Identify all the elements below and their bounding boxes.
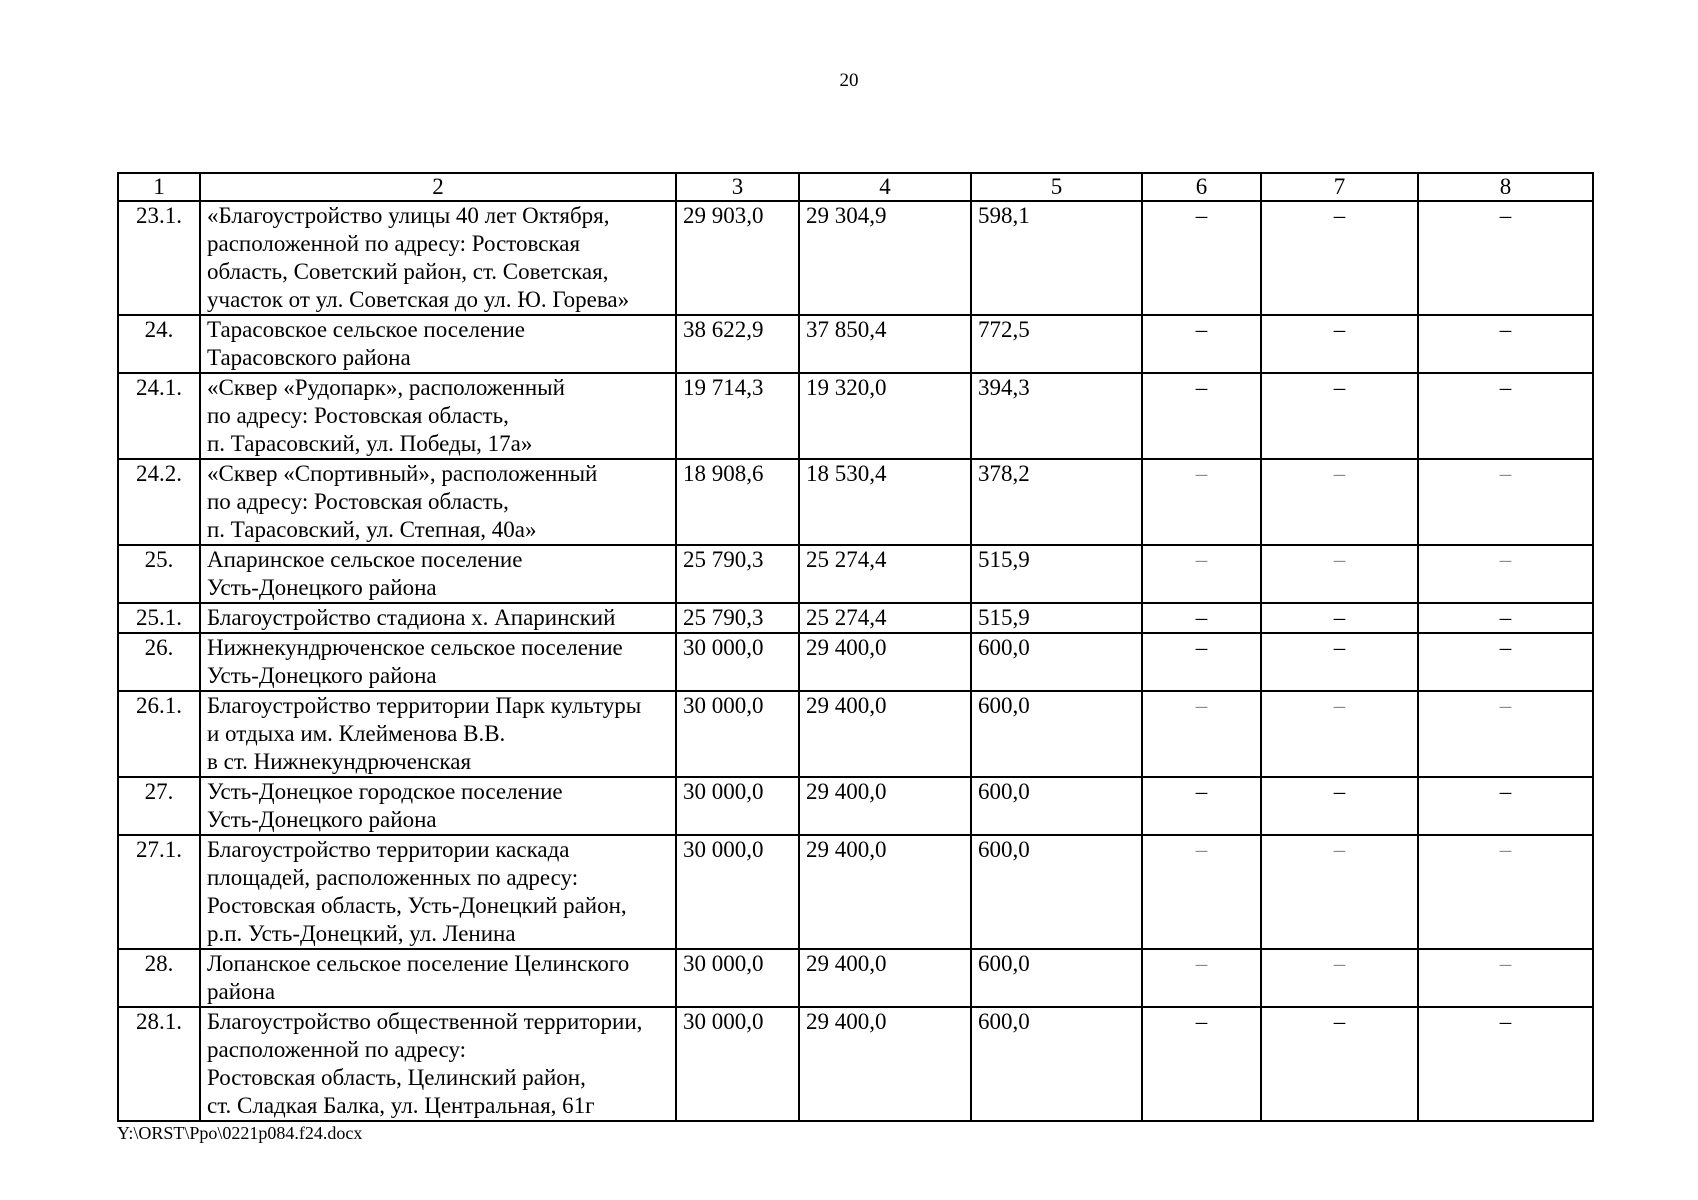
col6-value: –	[1142, 777, 1261, 835]
federal-value: 29 400,0	[799, 691, 971, 777]
row-name-line: область, Советский район, ст. Советская,	[207, 259, 609, 284]
col6-value: –	[1142, 949, 1261, 1007]
total-value: 30 000,0	[676, 1007, 799, 1121]
col8-value: –	[1418, 949, 1593, 1007]
row-name-line: р.п. Усть-Донецкий, ул. Ленина	[207, 921, 516, 946]
row-name	[200, 835, 676, 949]
row-number: 25.	[118, 545, 200, 603]
federal-value: 25 274,4	[799, 603, 971, 633]
regional-value: 600,0	[971, 949, 1142, 1007]
row-number: 28.1.	[118, 1007, 200, 1121]
row-name-line: «Сквер «Спортивный», расположенный	[207, 461, 598, 486]
row-name	[200, 201, 676, 315]
table-row	[118, 459, 1593, 545]
row-name-line: п. Тарасовский, ул. Победы, 17а»	[207, 431, 533, 456]
row-name-line: района	[207, 979, 276, 1004]
regional-value: 772,5	[971, 315, 1142, 373]
regional-value: 394,3	[971, 373, 1142, 459]
federal-value: 29 400,0	[799, 633, 971, 691]
page-number: 20	[839, 70, 859, 91]
regional-value: 598,1	[971, 201, 1142, 315]
row-name-line: Благоустройство территории Парк культуры	[207, 693, 642, 718]
row-name	[200, 459, 676, 545]
col7-value: –	[1261, 633, 1418, 691]
col6-value: –	[1142, 373, 1261, 459]
row-number: 24.	[118, 315, 200, 373]
row-name-line: Апаринское сельское поселение	[207, 547, 523, 572]
header-cell: 6	[1142, 173, 1261, 201]
federal-value: 29 400,0	[799, 1007, 971, 1121]
table-row	[118, 777, 1593, 835]
row-name	[200, 633, 676, 691]
table-row	[118, 633, 1593, 691]
row-number: 23.1.	[118, 201, 200, 315]
federal-value: 29 400,0	[799, 835, 971, 949]
header-cell: 7	[1261, 173, 1418, 201]
table-row	[118, 373, 1593, 459]
col8-value: –	[1418, 835, 1593, 949]
col6-value: –	[1142, 603, 1261, 633]
total-value: 30 000,0	[676, 691, 799, 777]
col8-value: –	[1418, 691, 1593, 777]
col6-value: –	[1142, 633, 1261, 691]
row-name	[200, 1007, 676, 1121]
total-value: 30 000,0	[676, 777, 799, 835]
table-row	[118, 545, 1593, 603]
federal-value: 18 530,4	[799, 459, 971, 545]
col7-value: –	[1261, 373, 1418, 459]
total-value: 30 000,0	[676, 633, 799, 691]
total-value: 29 903,0	[676, 201, 799, 315]
table-row	[118, 835, 1593, 949]
col8-value: –	[1418, 201, 1593, 315]
row-number: 26.	[118, 633, 200, 691]
file-path: Y:\ORST\Ppo\0221p084.f24.docx	[117, 1123, 363, 1143]
row-name-line: ст. Сладкая Балка, ул. Центральная, 61г	[207, 1093, 595, 1118]
col6-value: –	[1142, 545, 1261, 603]
budget-table	[117, 172, 1594, 1122]
row-name-line: расположенной по адресу:	[207, 1037, 467, 1062]
col8-value: –	[1418, 1007, 1593, 1121]
row-name-line: по адресу: Ростовская область,	[207, 403, 509, 428]
col8-value: –	[1418, 315, 1593, 373]
col8-value: –	[1418, 459, 1593, 545]
col7-value: –	[1261, 691, 1418, 777]
regional-value: 600,0	[971, 1007, 1142, 1121]
header-cell: 2	[200, 173, 676, 201]
row-number: 26.1.	[118, 691, 200, 777]
row-number: 25.1.	[118, 603, 200, 633]
col8-value: –	[1418, 603, 1593, 633]
col7-value: –	[1261, 459, 1418, 545]
row-number: 27.	[118, 777, 200, 835]
row-name-line: площадей, расположенных по адресу:	[207, 865, 579, 890]
row-name-line: Нижнекундрюченское сельское поселение	[207, 635, 623, 660]
regional-value: 600,0	[971, 835, 1142, 949]
col6-value: –	[1142, 1007, 1261, 1121]
row-name-line: в ст. Нижнекундрюченская	[207, 749, 472, 774]
regional-value: 515,9	[971, 545, 1142, 603]
total-value: 18 908,6	[676, 459, 799, 545]
col7-value: –	[1261, 201, 1418, 315]
col6-value: –	[1142, 691, 1261, 777]
row-name-line: по адресу: Ростовская область,	[207, 489, 509, 514]
col6-value: –	[1142, 201, 1261, 315]
col7-value: –	[1261, 777, 1418, 835]
col6-value: –	[1142, 459, 1261, 545]
row-name	[200, 545, 676, 603]
table-row	[118, 603, 1593, 633]
regional-value: 600,0	[971, 777, 1142, 835]
federal-value: 37 850,4	[799, 315, 971, 373]
table-row	[118, 315, 1593, 373]
row-name	[200, 603, 676, 633]
total-value: 25 790,3	[676, 545, 799, 603]
table-row	[118, 949, 1593, 1007]
regional-value: 600,0	[971, 691, 1142, 777]
regional-value: 600,0	[971, 633, 1142, 691]
row-name-line: Усть-Донецкого района	[207, 807, 437, 832]
regional-value: 515,9	[971, 603, 1142, 633]
federal-value: 29 400,0	[799, 949, 971, 1007]
col7-value: –	[1261, 545, 1418, 603]
total-value: 30 000,0	[676, 949, 799, 1007]
row-name-line: «Сквер «Рудопарк», расположенный	[207, 375, 565, 400]
row-name-line: Усть-Донецкое городское поселение	[207, 779, 563, 804]
col8-value: –	[1418, 633, 1593, 691]
header-cell: 1	[118, 173, 200, 201]
row-name-line: Благоустройство территории каскада	[207, 837, 570, 862]
row-number: 28.	[118, 949, 200, 1007]
row-name-line: Усть-Донецкого района	[207, 575, 437, 600]
row-name-line: «Благоустройство улицы 40 лет Октября,	[207, 203, 610, 228]
header-cell: 3	[676, 173, 799, 201]
row-name-line: Ростовская область, Целинский район,	[207, 1065, 586, 1090]
row-name-line: расположенной по адресу: Ростовская	[207, 231, 581, 256]
row-name-line: Благоустройство общественной территории,	[207, 1009, 643, 1034]
col8-value: –	[1418, 545, 1593, 603]
row-name-line: и отдыха им. Клейменова В.В.	[207, 721, 506, 746]
col8-value: –	[1418, 373, 1593, 459]
col7-value: –	[1261, 949, 1418, 1007]
row-name	[200, 373, 676, 459]
header-cell: 4	[799, 173, 971, 201]
table-row	[118, 201, 1593, 315]
row-name-line: Ростовская область, Усть-Донецкий район,	[207, 893, 627, 918]
row-number: 24.2.	[118, 459, 200, 545]
row-name	[200, 315, 676, 373]
row-name-line: Тарасовского района	[207, 345, 411, 370]
table-row	[118, 1007, 1593, 1121]
row-name-line: Лопанское сельское поселение Целинского	[207, 951, 630, 976]
col8-value: –	[1418, 777, 1593, 835]
regional-value: 378,2	[971, 459, 1142, 545]
row-name-line: п. Тарасовский, ул. Степная, 40а»	[207, 517, 537, 542]
federal-value: 29 304,9	[799, 201, 971, 315]
federal-value: 29 400,0	[799, 777, 971, 835]
total-value: 30 000,0	[676, 835, 799, 949]
col7-value: –	[1261, 1007, 1418, 1121]
header-row	[118, 173, 1593, 201]
federal-value: 25 274,4	[799, 545, 971, 603]
row-name	[200, 949, 676, 1007]
row-number: 24.1.	[118, 373, 200, 459]
col6-value: –	[1142, 835, 1261, 949]
col6-value: –	[1142, 315, 1261, 373]
table-row	[118, 691, 1593, 777]
row-name-line: Усть-Донецкого района	[207, 663, 437, 688]
total-value: 19 714,3	[676, 373, 799, 459]
col7-value: –	[1261, 835, 1418, 949]
row-name	[200, 777, 676, 835]
row-number: 27.1.	[118, 835, 200, 949]
header-cell: 8	[1418, 173, 1593, 201]
total-value: 25 790,3	[676, 603, 799, 633]
row-name-line: участок от ул. Советская до ул. Ю. Горева»	[207, 287, 630, 312]
header-cell: 5	[971, 173, 1142, 201]
total-value: 38 622,9	[676, 315, 799, 373]
federal-value: 19 320,0	[799, 373, 971, 459]
row-name	[200, 691, 676, 777]
row-name-line: Тарасовское сельское поселение	[207, 317, 525, 342]
col7-value: –	[1261, 603, 1418, 633]
row-name-line: Благоустройство стадиона х. Апаринский	[207, 605, 616, 630]
col7-value: –	[1261, 315, 1418, 373]
